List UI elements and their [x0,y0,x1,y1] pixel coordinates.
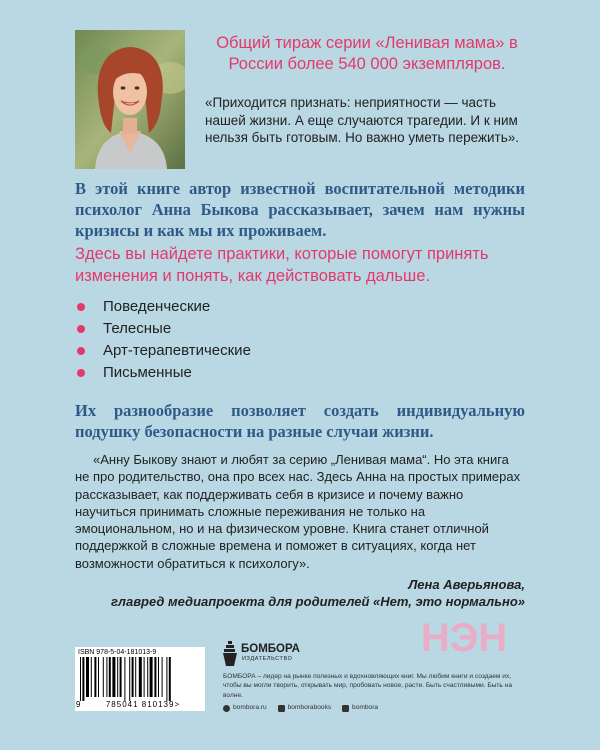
barcode-bars [78,657,202,701]
barcode-bar [98,657,99,697]
barcode-bar [80,657,81,701]
reviewer-title: главред медиапроекта для родителей «Нет, это нормально» [110,594,525,609]
list-item [75,318,375,340]
barcode-bar [106,657,107,697]
isbn-lead-digit: 9 [76,700,81,709]
isbn-label: ISBN 978-5-04-181013-9 [78,649,157,656]
practices-list [75,296,375,384]
nen-logo [409,615,519,657]
barcode [75,647,205,711]
barcode-bar [129,657,130,701]
barcode-bar [158,657,159,697]
isbn-digits [85,700,201,709]
publisher-name: БОМБОРА [241,643,300,655]
vk-icon [278,705,285,712]
barcode-bar [147,657,148,697]
publisher-about: БОМБОРА – лидер на рынке полезных и вдохновляющих книг. Мы любим книги и создаем их, чтобы вы могли творить, открывать мир, пробовать новое, расти. Быть счастливыми. Быть на волне. [223,673,512,699]
barcode-bar [169,657,171,701]
publisher-socials [223,703,523,713]
practices-intro-text: Здесь вы найдете практики, которые помогут принять изменения и понять, как действовать дальше. [75,245,489,285]
list-item-label: Телесные [103,320,172,337]
list-item-label: Письменные [103,364,192,381]
barcode-bar [94,657,96,697]
barcode-bar [112,657,115,697]
list-item [75,340,375,362]
circulation-text: Общий тираж серии «Ленивая мама» в России более 540 000 экземпляров. [216,34,518,73]
barcode-bar [154,657,156,697]
author-photo [75,30,185,169]
nen-logo-text: НЭН [420,616,508,657]
variety-text: Их разнообразие позволяет создать индивидуальную подушку безопасности на разные случаи жизни. [75,401,525,441]
list-item-label: Поведенческие [103,298,211,315]
barcode-bar [124,657,125,701]
social-vk[interactable] [278,703,332,713]
barcode-bar [166,657,167,701]
bombora-mark-icon [221,641,239,667]
social-site[interactable] [223,703,267,713]
barcode-bar [82,657,84,701]
barcode-bar [91,657,92,697]
publisher-subtitle: ИЗДАТЕЛЬСТВО [242,656,293,662]
barcode-bar [150,657,153,697]
author-quote: «Приходится признать: неприятности — часть нашей жизни. А еще случаются трагедии. И к ним нельзя быть готовым. Но важно уметь пережить». [205,95,520,145]
isbn-marker: > [174,700,181,709]
social-telegram-label: bombora [352,704,379,711]
barcode-bar [144,657,145,697]
bombora-logo [221,641,331,671]
bullet-icon [77,347,85,355]
barcode-bar [117,657,118,697]
barcode-bar [135,657,136,697]
isbn-digit-string: 785041 810139 [105,700,175,709]
social-vk-label: bomborabooks [287,704,332,711]
reviewer-signature [75,576,525,610]
barcode-bar [86,657,89,697]
barcode-bar [103,657,104,697]
list-item [75,296,375,318]
bullet-icon [77,303,85,311]
list-item-label: Арт-терапевтические [103,342,251,359]
bullet-icon [77,369,85,377]
reviewer-name: Лена Аверьянова, [408,577,525,592]
telegram-icon [342,705,349,712]
barcode-bar [139,657,142,697]
list-item [75,362,375,384]
barcode-bar [162,657,163,697]
bullet-icon [77,325,85,333]
barcode-bar [132,657,134,697]
social-telegram[interactable] [342,703,378,713]
barcode-bar [109,657,111,697]
social-site-label: bombora.ru [233,704,267,711]
intro-text: В этой книге автор известной воспитательной методики психолог Анна Быкова рассказывает, зачем нам нужны кризисы и как мы их проживаем. [75,179,525,240]
link-icon [223,705,230,712]
barcode-bar [120,657,122,697]
review-quote: «Анну Быкову знают и любят за серию „Ленивая мама“. Но эта книга не про родительство, она про всех нас. Здесь Анна на простых примерах рассказывает, как поддерживать себя в кризисе и почему важно научиться принимать сложные переживания не только на эмоциональном, но и на физическом уровне. Книга станет отличной поддержкой в сложные времена и поможет в ситуациях, когда нет возможности обратиться к психологу». [75,452,521,571]
